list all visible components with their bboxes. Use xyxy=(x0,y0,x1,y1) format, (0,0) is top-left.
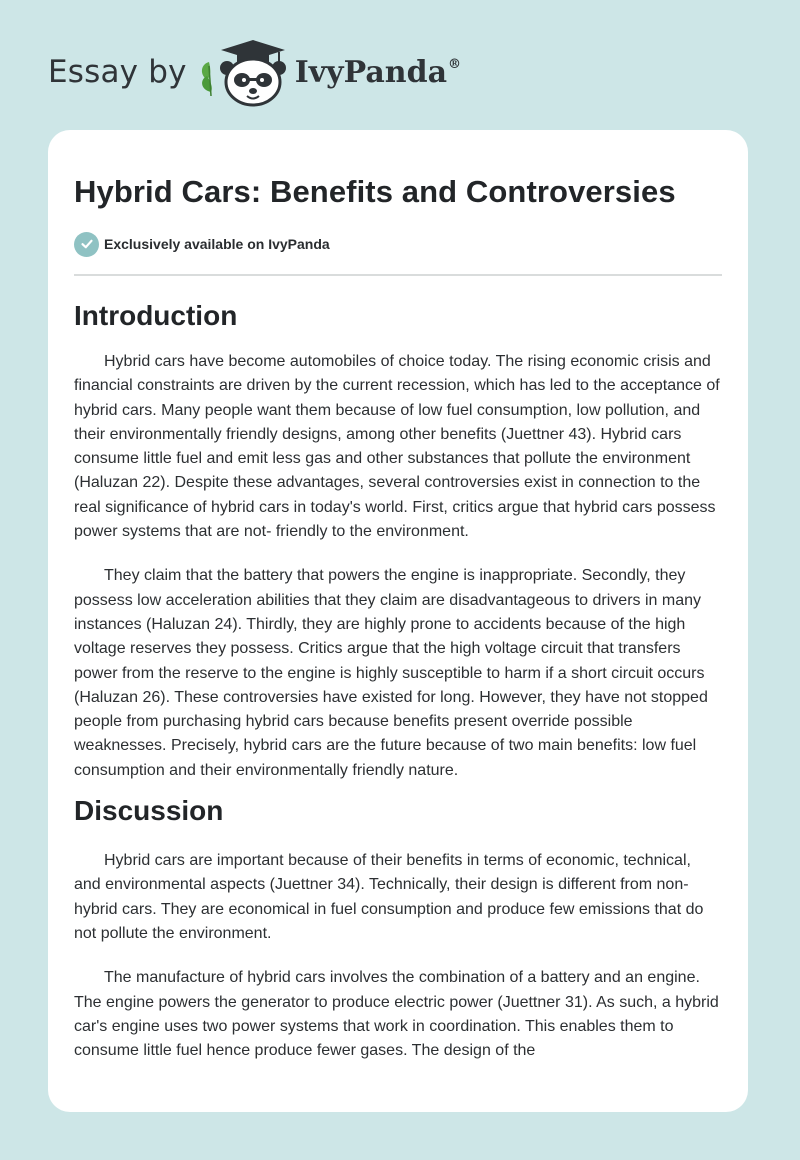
article-card xyxy=(48,130,748,1112)
brand-prefix: Essay by xyxy=(48,54,187,90)
section-heading: Introduction xyxy=(74,300,238,331)
article-title: Hybrid Cars: Benefits and Controversies xyxy=(74,174,676,209)
paragraph: The manufacture of hybrid cars involves the combination of a battery and an engine. The engine powers the generator to produce electric power (Juettner 31). As such, a hybrid car's engine uses two power systems that work in coordination. This enables them to consume little fuel hence produce fewer gases. The design of the xyxy=(74,969,719,1060)
section-heading: Discussion xyxy=(74,795,224,827)
registered-mark: ® xyxy=(448,56,462,72)
paragraph: Hybrid cars have become automobiles of choice today. The rising economic crisis and financial constraints are driven by the current recession, which has led to the acceptance of hybrid cars. Many people want them because of low fuel consumption, low pollution, and their environmentally friendly designs, among other benefits (Juettner 43). Hybrid cars consume little fuel and emit less gas and other substances that pollute the environment (Haluzan 22). Despite these advantages, several controversies exist in connection to the real significance of hybrid cars in today's world. First, critics argue that hybrid cars possess power systems that are not- friendly to the environment. xyxy=(74,353,720,541)
paragraph: Hybrid cars are important because of their benefits in terms of economic, technical, and environmental aspects (Juettner 34). Technically, their design is different from non-hybrid cars. They are economical in fuel consumption and produce few emissions that do not pollute the environment. xyxy=(74,852,704,942)
check-circle-icon xyxy=(74,232,99,257)
section-introduction xyxy=(74,296,722,783)
brand-name: IvyPanda® xyxy=(294,54,462,90)
exclusive-label: Exclusively available on IvyPanda xyxy=(104,236,330,252)
exclusive-badge xyxy=(74,230,722,258)
section-discussion xyxy=(74,791,722,1063)
title-divider xyxy=(74,274,722,276)
paragraph: They claim that the battery that powers the engine is inappropriate. Secondly, they possess low acceleration abilities that they claim are disadvantageous to drivers in many instances (Haluzan 24). Thirdly, they are highly prone to accidents because of the high voltage reserves they possess. Critics argue that the high voltage circuit that transfers power from the reserve to the engine is highly susceptible to harm if a short circuit occurs (Haluzan 26). These controversies have existed for long. However, they have not stopped people from purchasing hybrid cars because benefits present override possible weaknesses. Precisely, hybrid cars are the future because of two main benefits: low fuel consumption and their environmentally friendly nature. xyxy=(74,567,708,779)
panda-logo-icon xyxy=(197,36,293,108)
brand-header[interactable] xyxy=(48,36,461,108)
